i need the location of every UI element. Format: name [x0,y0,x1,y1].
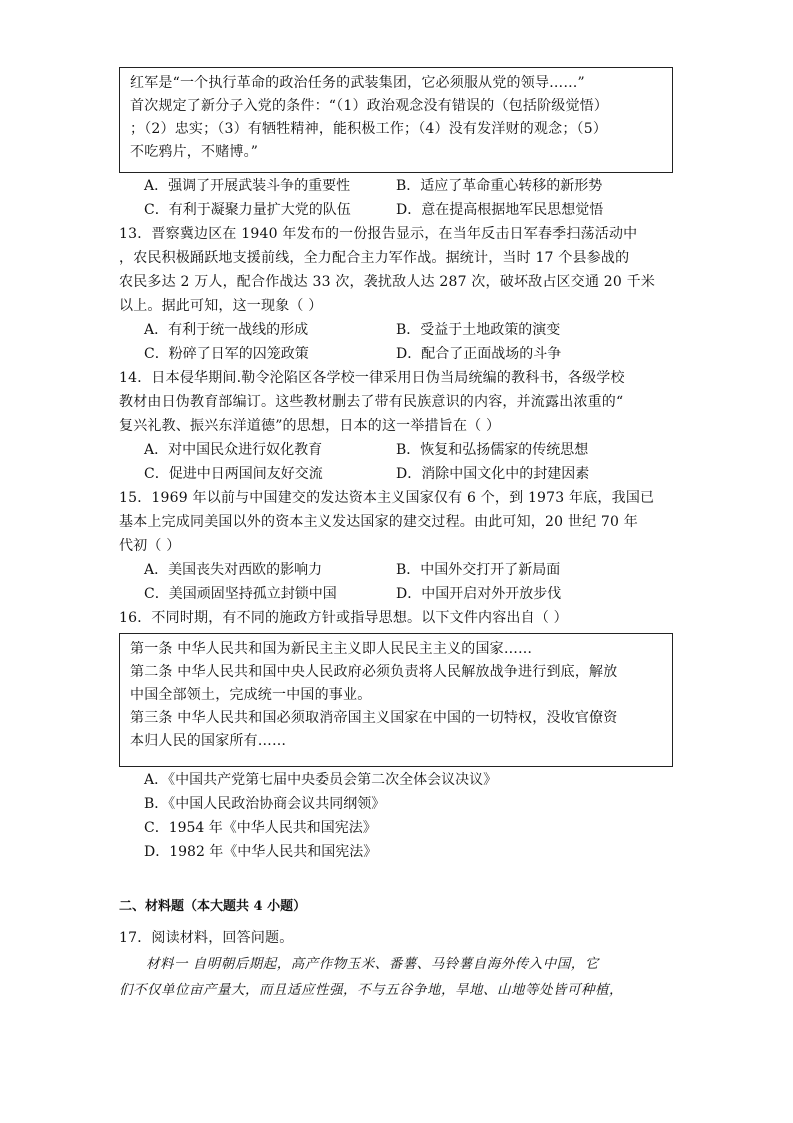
q13-option-d: D．配合了正面战场的斗争 [396,346,562,362]
q12-option-b: B．适应了革命重心转移的新形势 [396,178,603,194]
q12-option-a: A．强调了开展武装斗争的重要性 [144,178,351,194]
q14-stem-line: 教材由日伪教育部编订。这些教材删去了带有民族意识的内容，并流露出浓重的“ [119,394,624,410]
q17-material-line: 材料一 自明朝后期起，高产作物玉米、番薯、马铃薯自海外传入中国，它 [146,956,599,972]
q13-option-c: C．粉碎了日军的囚笼政策 [144,346,309,362]
q12-option-d: D．意在提高根据地军民思想觉悟 [396,202,604,218]
q16-material-line: 第三条 中华人民共和国必须取消帝国主义国家在中国的一切特权，没收官僚资 [130,710,618,726]
q14-option-d: D．消除中国文化中的封建因素 [396,466,590,482]
q13-stem-line: 13．晋察冀边区在 1940 年发布的一份报告显示，在当年反击日军春季扫荡活动中 [119,226,638,242]
q16-material-line: 本归人民的国家所有…… [130,733,287,749]
q15-stem-line: 代初（ ） [119,538,181,554]
q13-stem-line: ，农民积极踊跃地支援前线，全力配合主力军作战。据统计，当时 17 个县参战的 [119,250,630,266]
q17-stem: 17．阅读材料，回答问题。 [119,930,294,946]
q16-stem: 16．不同时期，有不同的施政方针或指导思想。以下文件内容出自（ ） [119,610,568,626]
q12-option-c: C．有利于凝聚力量扩大党的队伍 [144,202,351,218]
q12-material-line: ；（2）忠实；（3）有牺牲精神，能积极工作；（4）没有发洋财的观念；（5） [130,121,608,137]
q16-material-line: 第二条 中华人民共和国中央人民政府必须负责将人民解放战争进行到底，解放 [130,664,618,680]
q15-option-c: C．美国顽固坚持孤立封锁中国 [144,586,337,602]
q13-stem-line: 农民多达 2 万人，配合作战达 33 次，袭扰敌人达 287 次，破坏敌占区交通 20 千米 [119,274,656,290]
q13-option-a: A．有利于统一战线的形成 [144,322,309,338]
q12-material-line: 红军是“一个执行革命的政治任务的武装集团，它必须服从党的领导……” [130,75,585,91]
section-title: 二、材料题（本大题共 4 小题） [119,899,307,914]
q17-material-line: 们不仅单位亩产量大，而且适应性强，不与五谷争地，旱地、山地等处皆可种植， [119,982,623,998]
q12-material-box [119,67,673,173]
q16-material-line: 中国全部领土，完成统一中国的事业。 [130,687,372,703]
q16-option-b: B．《中国人民政治协商会议共同纲领》 [144,796,386,812]
q14-option-b: B．恢复和弘扬儒家的传统思想 [396,442,589,458]
q15-stem-line: 基本上完成同美国以外的资本主义发达国家的建交过程。由此可知，20 世纪 70 年 [119,514,638,530]
q12-material-line: 不吃鸦片，不赌博。” [130,144,259,160]
q13-stem-line: 以上。据此可知，这一现象（ ） [119,298,323,314]
q15-option-a: A．美国丧失对西欧的影响力 [144,562,323,578]
q14-stem-line: 14．日本侵华期间.勒令沦陷区各学校一律采用日伪当局统编的教科书，各级学校 [119,370,625,386]
q15-option-b: B．中国外交打开了新局面 [396,562,561,578]
q14-option-c: C．促进中日两国间友好交流 [144,466,323,482]
q15-option-d: D．中国开启对外开放步伐 [396,586,562,602]
q12-material-line: 首次规定了新分子入党的条件：“（1）政治观念没有错误的（包括阶级觉悟） [130,98,609,114]
q16-option-c: C．1954 年《中华人民共和国宪法》 [144,820,377,836]
q15-stem-line: 15．1969 年以前与中国建交的发达资本主义国家仅有 6 个，到 1973 年底，我国已 [119,490,655,506]
q16-option-d: D．1982 年《中华人民共和国宪法》 [144,844,378,860]
q16-option-a: A．《中国共产党第七届中央委员会第二次全体会议决议》 [144,772,498,788]
q14-option-a: A．对中国民众进行奴化教育 [144,442,323,458]
q13-option-b: B．受益于土地政策的演变 [396,322,561,338]
q14-stem-line: 复兴礼教、振兴东洋道德”的思想，日本的这一举措旨在（ ） [119,418,501,434]
q16-material-box [119,633,673,767]
q16-material-line: 第一条 中华人民共和国为新民主主义即人民民主主义的国家…… [130,641,533,657]
